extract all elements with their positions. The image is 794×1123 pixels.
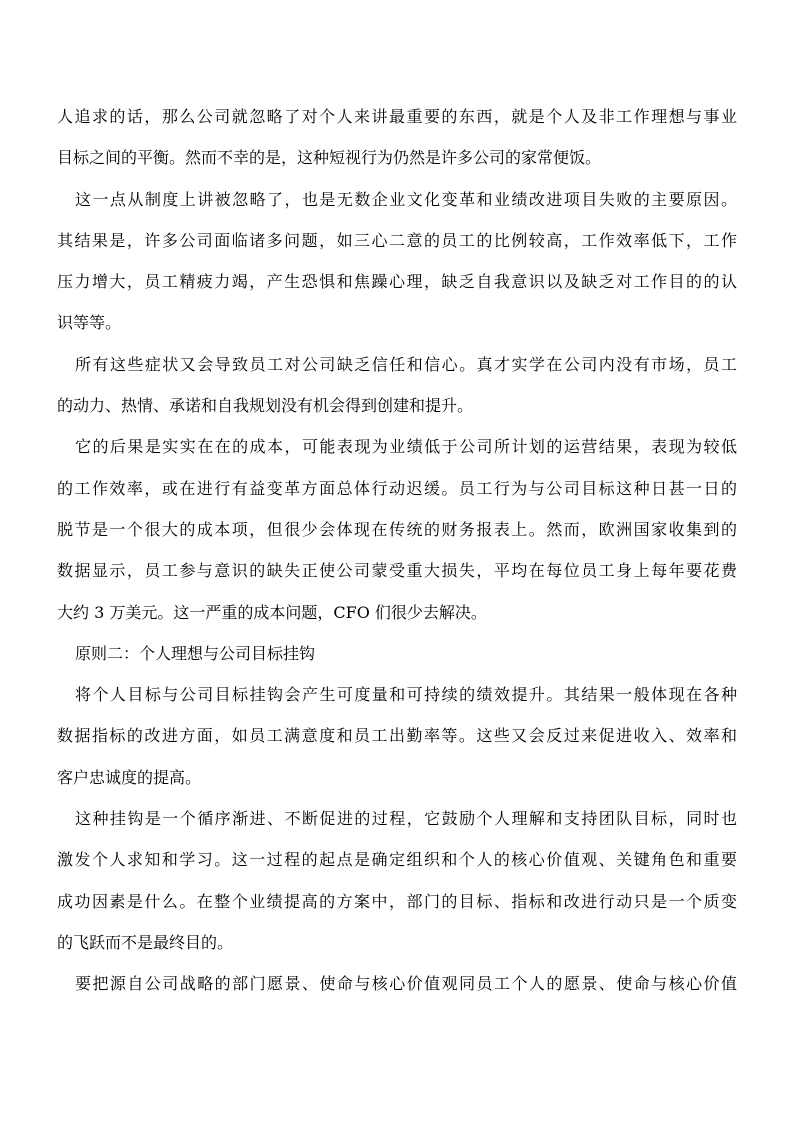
text-line: 的飞跃而不是最终目的。: [57, 932, 234, 952]
text-line: 数据显示，员工参与意识的缺失正使公司蒙受重大损失，平均在每位员工身上每年要花费: [57, 561, 737, 581]
text-line: 这一点从制度上讲被忽略了，也是无数企业文化变革和业绩改进项目失败的主要原因。: [75, 189, 737, 209]
text-line: 激发个人求知和学习。这一过程的起点是确定组织和个人的核心价值观、关键角色和重要: [57, 850, 737, 870]
text-line: 的工作效率，或在进行有益变革方面总体行动迟缓。员工行为与公司目标这种日甚一日的: [57, 478, 737, 498]
text-line: 目标之间的平衡。然而不幸的是，这种短视行为仍然是许多公司的家常便饭。: [57, 148, 602, 168]
text-line: 识等等。: [57, 313, 122, 333]
text-line: 客户忠诚度的提高。: [57, 767, 202, 787]
text-line: 数据指标的改进方面，如员工满意度和员工出勤率等。这些又会反过来促进收入、效率和: [57, 726, 737, 746]
text-line: 它的后果是实实在在的成本，可能表现为业绩低于公司所计划的运营结果，表现为较低: [75, 437, 737, 457]
text-line: 大约 3 万美元。这一严重的成本问题，CFO 们很少去解决。: [57, 602, 487, 622]
text-line: 脱节是一个很大的成本项，但很少会体现在传统的财务报表上。然而，欧洲国家收集到的: [57, 519, 737, 539]
text-line: 人追求的话，那么公司就忽略了对个人来讲最重要的东西，就是个人及非工作理想与事业: [57, 107, 737, 126]
text-line: 压力增大，员工精疲力竭，产生恐惧和焦躁心理，缺乏自我意识以及缺乏对工作目的的认: [57, 272, 737, 292]
section-heading: 原则二：个人理想与公司目标挂钩: [75, 643, 316, 663]
text-line: 的动力、热情、承诺和自我规划没有机会得到创建和提升。: [57, 396, 474, 416]
text-line: 成功因素是什么。在整个业绩提高的方案中，部门的目标、指标和改进行动只是一个质变: [57, 891, 737, 911]
document-body: [57, 96, 737, 1005]
text-line: 所有这些症状又会导致员工对公司缺乏信任和信心。真才实学在公司内没有市场，员工: [75, 354, 737, 374]
text-line: 要把源自公司战略的部门愿景、使命与核心价值观同员工个人的愿景、使命与核心价值: [75, 974, 737, 994]
text-line: 其结果是，许多公司面临诸多问题，如三心二意的员工的比例较高，工作效率低下，工作: [57, 230, 737, 250]
text-line: 将个人目标与公司目标挂钩会产生可度量和可持续的绩效提升。其结果一般体现在各种: [75, 685, 737, 705]
text-line: 这种挂钩是一个循序渐进、不断促进的过程，它鼓励个人理解和支持团队目标，同时也: [75, 809, 737, 829]
